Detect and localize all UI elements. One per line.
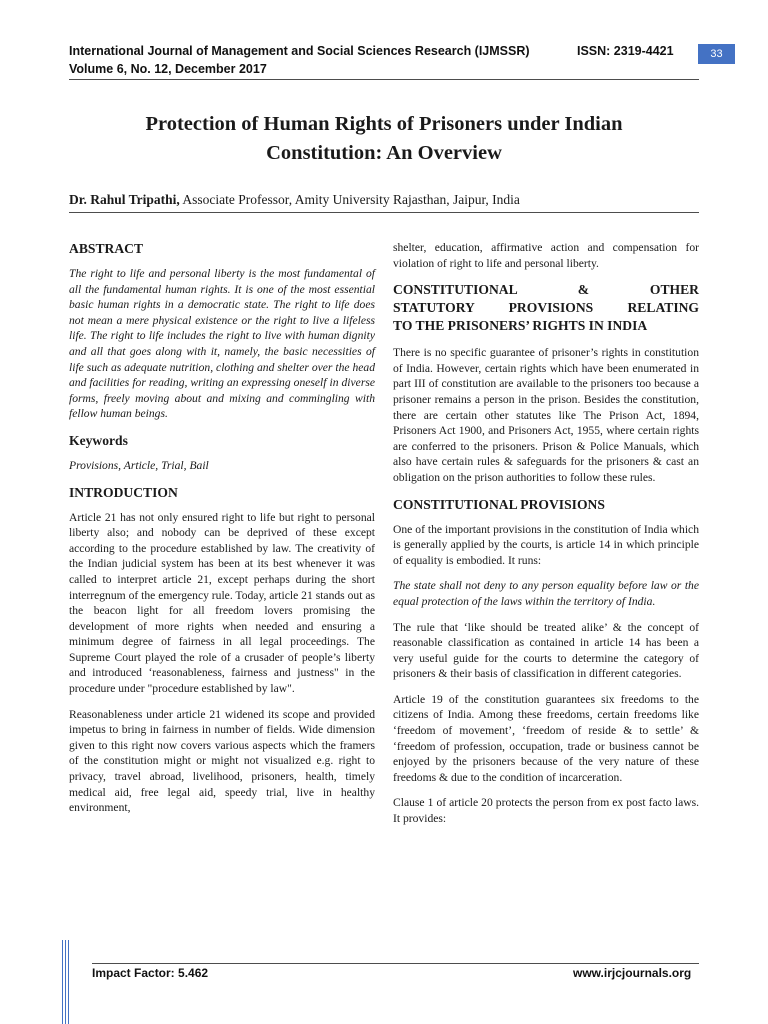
article-14-quote: The state shall not deny to any person equality before law or the equal protection of the laws within the territory of India. [393, 579, 699, 608]
journal-volume: Volume 6, No. 12, December 2017 [69, 62, 267, 76]
article-19-paragraph: Article 19 of the constitution guarantees six freedoms to the citizens of India. Among these freedoms, certain freedoms like ‘freedom of movement’, ‘freedom of reside & to settle’ & ‘freedom of profession, occupation, trade or business cannot be enjoyed by the prisoners because of the very nature of these freedoms & due to the condition of incarceration. [393, 692, 699, 784]
keywords-heading: Keywords [69, 432, 128, 448]
section-heading-statutory-1: CONSTITUTIONAL & OTHER [393, 282, 699, 298]
article-20-paragraph: Clause 1 of article 20 protects the person from ex post facto laws. It provides: [393, 796, 699, 826]
statutory-paragraph: There is no specific guarantee of prisoner’s rights in constitution of India. However, certain rights which have been enumerated in part III of constitution are available to the prisoners too because a prisoner remains a person in the prison. Besides the constitution, there are certain other statutes like The Prison Act, 1894, Prisoners Act 1900, and Prisoners Act, 1955, where certain rights are conferred to the prisoners. Prison & Police Manuals, which also have certain rules & safeguards for the prisoners & cast an obligation on the prison authorities to follow these rules. [393, 346, 699, 484]
section-heading-statutory-2: STATUTORY PROVISIONS RELATING [393, 300, 699, 316]
right-column [393, 240, 699, 837]
paper-title [69, 110, 699, 168]
continued-paragraph: shelter, education, affirmative action and compensation for violation of right to life and personal liberty. [393, 241, 699, 270]
introduction-paragraph-2: Reasonableness under article 21 widened its scope and provided impetus to bring in fairness in number of fields. Wide dimension given to this right now covers various aspects which the framers of the constitution might or might not visualized e.g. right to privacy, travel abroad, livelihood, prisoners, health, timely medical aid, free legal aid, speedy trial, live in healthy environment, [69, 707, 375, 815]
author-divider [69, 212, 699, 213]
left-column [69, 240, 375, 826]
footer-divider [92, 963, 699, 964]
abstract-heading: ABSTRACT [69, 241, 144, 256]
journal-header [69, 42, 689, 78]
impact-factor: Impact Factor: 5.462 [92, 966, 209, 980]
article-14-paragraph: One of the important provisions in the constitution of India which is generally applied by the courts, is article 14 in which principle of equality is embodied. It runs: [393, 522, 699, 567]
introduction-heading: INTRODUCTION [69, 484, 178, 500]
title-line-1: Protection of Human Rights of Prisoners under Indian [145, 113, 623, 135]
page-number: 33 [698, 44, 735, 64]
margin-decoration [62, 940, 71, 1024]
author-affiliation: Associate Professor, Amity University Rajasthan, Jaipur, India [179, 192, 520, 207]
introduction-paragraph-1: Article 21 has not only ensured right to life but right to personal liberty also; and nobody can be deprived of these except according to the procedure established by law. The creativity of the Indian judicial system has been at its best whenever it was called to interpret article 21, except perhaps during the short interregnum of the emergency rule. Today, article 21 stands out as the beacon light for all freedom lovers promising the development of more rights when needed and ensuring a minimum degree of fairness in all legal proceedings. The Supreme Court played the role of a crusader of people’s liberty and introduced ‘reasonableness, fairness and justness" in the procedure under "procedure established by law". [69, 510, 375, 696]
author-name: Dr. Rahul Tripathi, [69, 192, 180, 207]
issn: ISSN: 2319-4421 [577, 44, 674, 58]
author-line [69, 192, 699, 208]
journal-website: www.irjcjournals.org [573, 966, 692, 980]
abstract-text: The right to life and personal liberty is the most fundamental of all the fundamental human rights. It is one of the most essential basic human rights in a democratic state. The right to life does not mean a mere physical existence or the right to live a lifeless life. The right to life includes the right to live with human dignity and all that goes along with it, namely, the basic necessities of life such as adequate nutrition, clothing and shelter over the head and facilities for reading, writing an expressing oneself in diverse forms, freely moving about and mixing and commingling with fellow human beings. [69, 267, 375, 421]
reasonable-classification-paragraph: The rule that ‘like should be treated alike’ & the concept of reasonable classification as contained in article 14 has been a very useful guide for the courts to determine the category of prisoners & their basis of classification in different categories. [393, 620, 699, 681]
constitutional-provisions-heading: CONSTITUTIONAL PROVISIONS [393, 496, 605, 512]
journal-name: International Journal of Management and Social Sciences Research (IJMSSR) [69, 44, 530, 58]
header-divider [69, 79, 699, 80]
section-heading-statutory-3: TO THE PRISONERS’ RIGHTS IN INDIA [393, 318, 648, 334]
title-line-2: Constitution: An Overview [266, 142, 502, 164]
keywords-text: Provisions, Article, Trial, Bail [69, 458, 209, 472]
